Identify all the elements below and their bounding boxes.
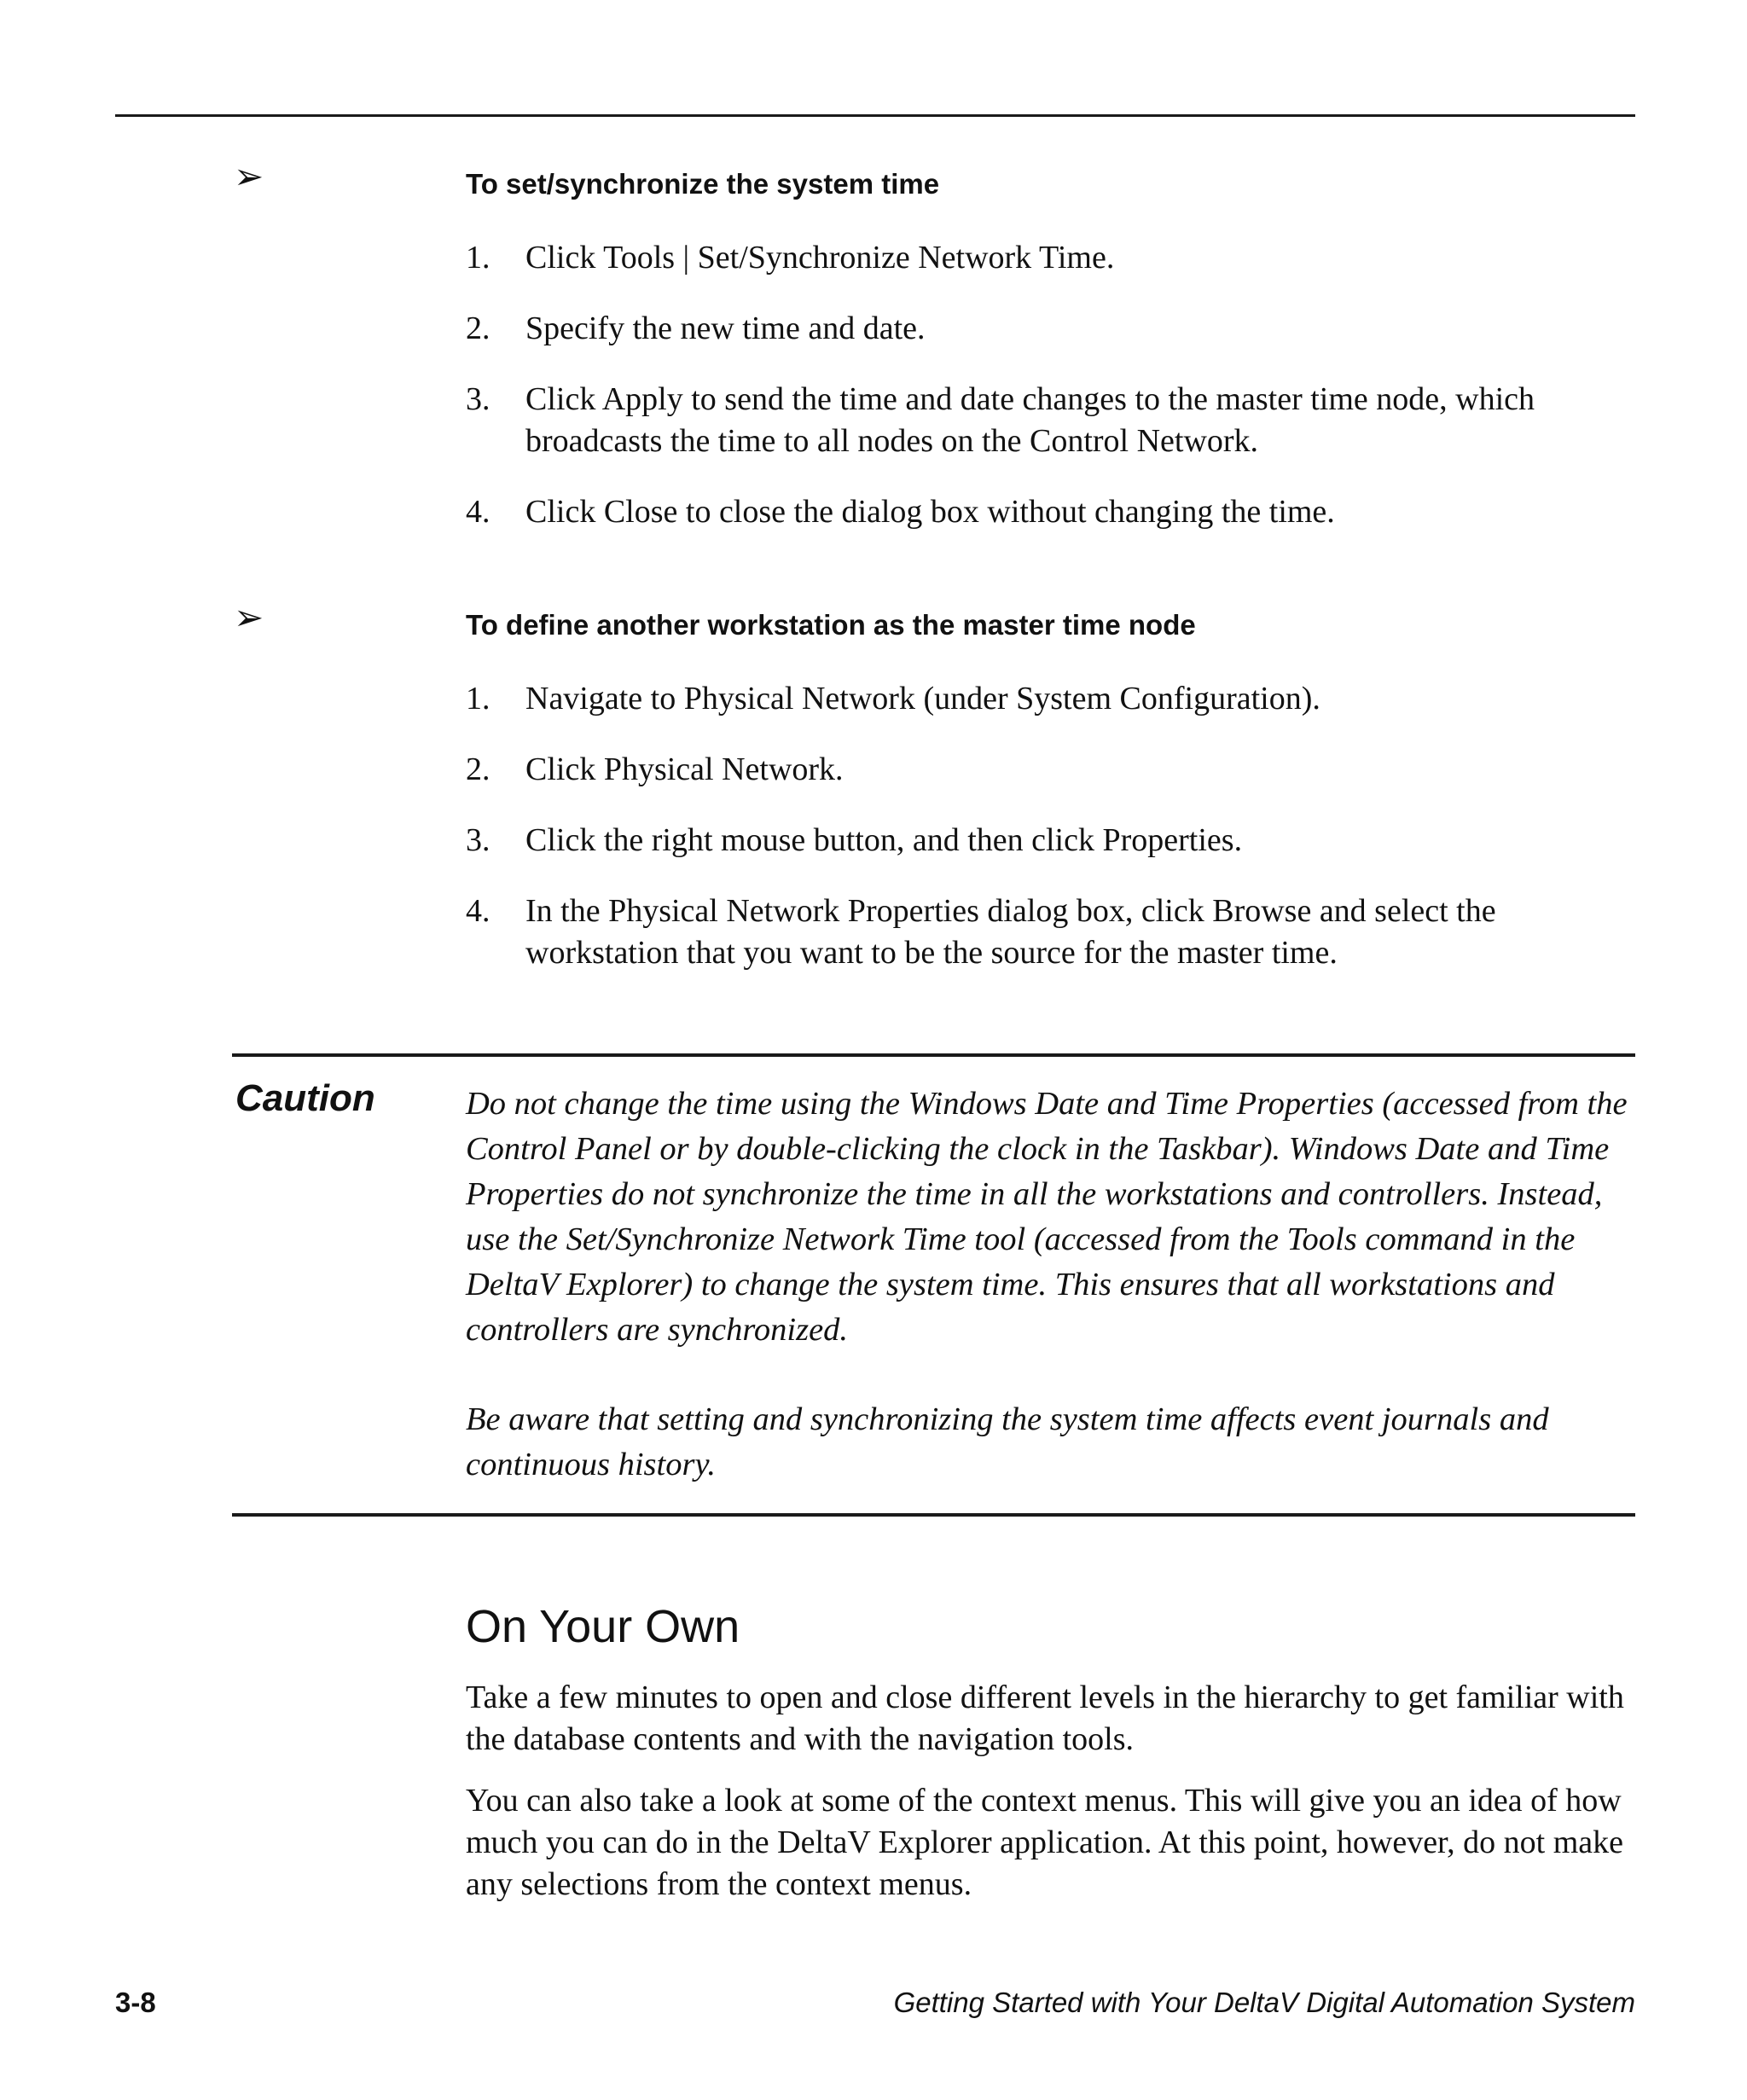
- caution-bottom-rule: [232, 1513, 1635, 1517]
- step-text: Specify the new time and date.: [525, 310, 926, 346]
- step-number: 1.: [466, 240, 490, 276]
- procedure-heading: To define another workstation as the master time node: [466, 609, 1196, 641]
- step-number: 2.: [466, 751, 490, 787]
- caution-paragraph: Be aware that setting and synchronizing the system time affects event journals and continuous history.: [466, 1401, 1549, 1482]
- procedure-arrow-icon: ➢: [234, 596, 264, 638]
- step-text: Click Physical Network.: [525, 751, 844, 787]
- footer-page-number: 3-8: [115, 1987, 156, 2018]
- procedure-arrow-icon: ➢: [234, 155, 264, 197]
- step-text: Navigate to Physical Network (under System Configuration).: [525, 681, 1320, 716]
- body-paragraph: You can also take a look at some of the context menus. This will give you an idea of how much you can do in the DeltaV Explorer application. At this point, however, do not make any selections from the context menus.: [466, 1783, 1624, 1902]
- list-item: [466, 678, 1626, 720]
- procedure-steps: [466, 237, 1626, 562]
- step-number: 4.: [466, 893, 490, 929]
- step-number: 3.: [466, 381, 490, 417]
- list-item: [466, 379, 1626, 462]
- list-item: [466, 237, 1626, 279]
- caution-top-rule: [232, 1053, 1635, 1057]
- footer-title: Getting Started with Your DeltaV Digital Automation System: [893, 1987, 1635, 2018]
- list-item: [466, 890, 1626, 974]
- step-text: In the Physical Network Properties dialog box, click Browse and select the workstation that you want to be the source for the master time.: [525, 893, 1496, 971]
- section-heading: On Your Own: [466, 1601, 740, 1652]
- step-number: 4.: [466, 494, 490, 530]
- procedure-heading: To set/synchronize the system time: [466, 168, 940, 200]
- list-item: [466, 491, 1626, 533]
- step-number: 2.: [466, 310, 490, 346]
- step-number: 3.: [466, 822, 490, 858]
- list-item: [466, 308, 1626, 350]
- header-rule: [115, 114, 1635, 117]
- step-number: 1.: [466, 681, 490, 716]
- step-text: Click Tools | Set/Synchronize Network Time.: [525, 240, 1115, 276]
- caution-paragraph: Do not change the time using the Windows Date and Time Properties (accessed from the Control Panel or by double-clicking the clock in the Taskbar). Windows Date and Time Properties do not synchronize the time in all the workstations and controllers. Instead, use the Set/Synchronize Network Time tool (accessed from the Tools command in the DeltaV Explorer) to change the system time. This ensures that all workstations and controllers are synchronized.: [466, 1086, 1628, 1348]
- list-item: [466, 820, 1626, 861]
- step-text: Click the right mouse button, and then click Properties.: [525, 822, 1243, 858]
- body-paragraph: Take a few minutes to open and close different levels in the hierarchy to get familiar with the database contents and with the navigation tools.: [466, 1679, 1624, 1757]
- step-text: Click Apply to send the time and date changes to the master time node, which broadcasts the time to all nodes on the Control Network.: [525, 381, 1535, 459]
- list-item: [466, 749, 1626, 791]
- procedure-steps: [466, 678, 1626, 1003]
- step-text: Click Close to close the dialog box without changing the time.: [525, 494, 1335, 530]
- caution-label: Caution: [235, 1077, 375, 1119]
